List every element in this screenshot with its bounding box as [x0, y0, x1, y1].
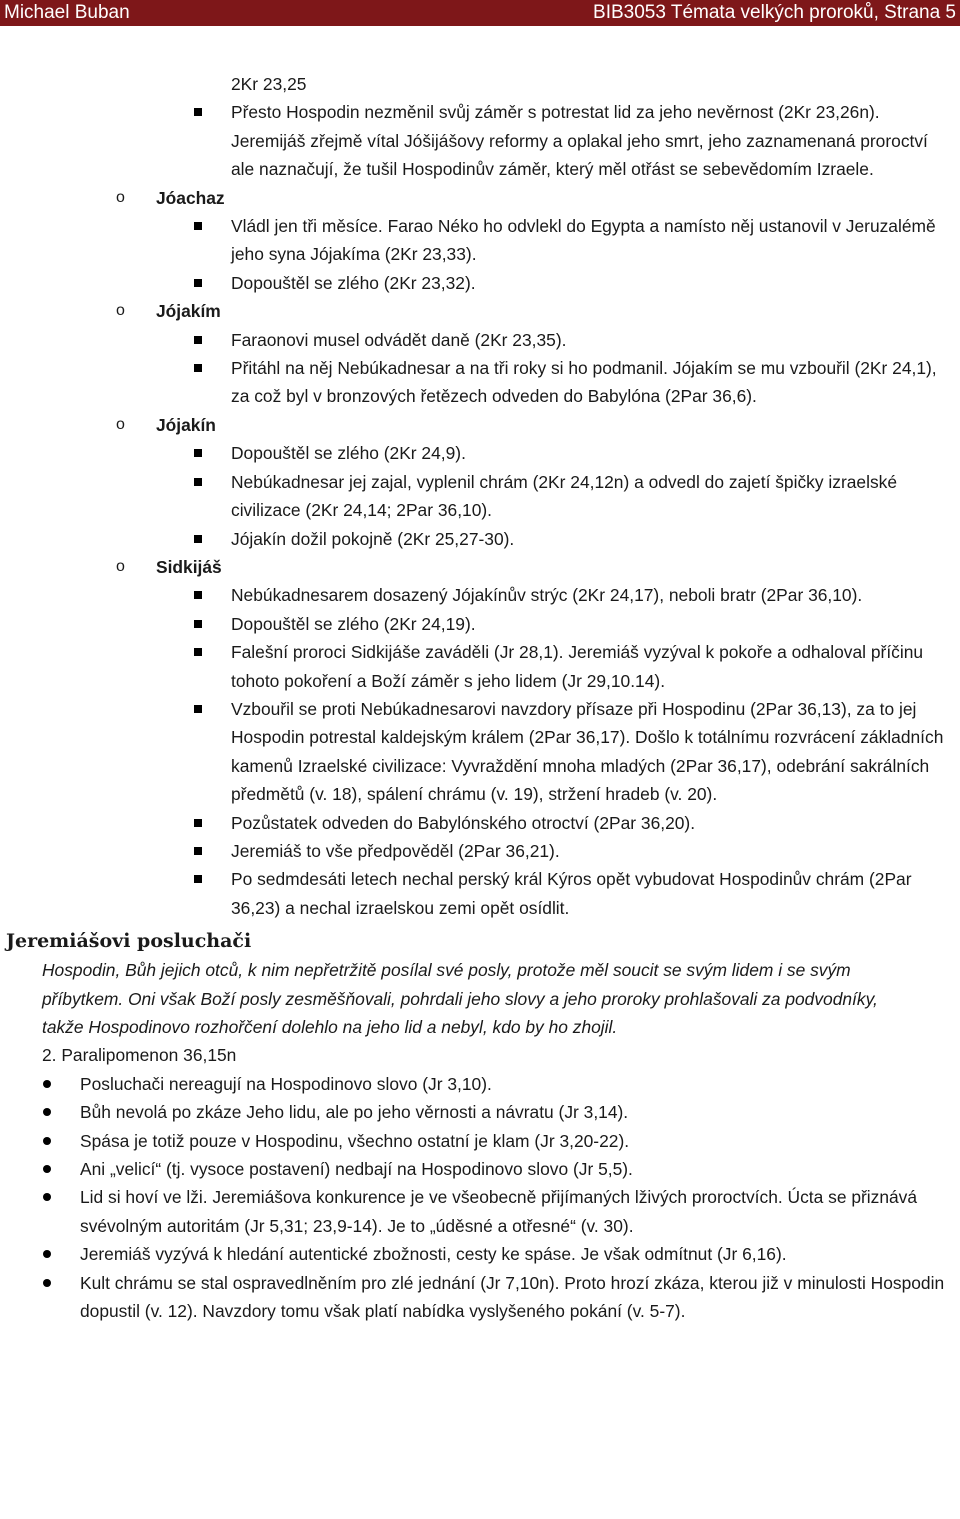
circle-bullet-icon: o: [116, 302, 125, 320]
bible-quote: Hospodin, Bůh jejich otců, k nim nepřetržitě posílal své posly, protože měl soucit se svým lidem i se svým příbytkem. Oni však Boží posly zesměšňovali, pohrdali jeho slovy a jeho proroky prohlašovali za podvodníky, takže Hospodinovo rozhořčení dolehlo na jeho lid a nebyl, kdo by ho zhojil.: [42, 960, 878, 1037]
king-name: Jóachaz: [156, 187, 225, 208]
king-heading-sidkijas: [0, 553, 960, 581]
list-item: Spása je totiž pouze v Hospodinu, všechno ostatní je klam (Jr 3,20-22).: [0, 1127, 960, 1155]
king-item: Po sedmdesáti letech nechal perský král Kýros opět vybudovat Hospodinův chrám (2Par 36,23) a nechal izraelskou zemi opět osídlit.: [0, 865, 960, 922]
king-item: Jeremiáš to vše předpověděl (2Par 36,21).: [0, 837, 960, 865]
king-name: Jójakín: [156, 414, 216, 435]
king-item: Faraonovi musel odvádět daně (2Kr 23,35).: [0, 326, 960, 354]
king-heading-joachaz: [0, 184, 960, 212]
circle-bullet-icon: o: [116, 188, 125, 206]
intro-item: Přesto Hospodin nezměnil svůj záměr s potrestat lid za jeho nevěrnost (2Kr 23,26n). Jeremijáš zřejmě vítal Jóšijášovy reformy a oplakal jeho smrt, jeho zaznamenaná proroctví ale naznačují, že tušil Hospodinův záměr, který měl otřást se sebevědomím Izraele.: [0, 98, 960, 183]
list-item: Kult chrámu se stal ospravedlněním pro zlé jednání (Jr 7,10n). Proto hrozí zkáza, kterou již v minulosti Hospodin dopustil (v. 12). Navzdory tomu však platí nabídka vyslyšeného pokání (v. 5-7).: [0, 1269, 960, 1326]
king-item: Falešní proroci Sidkijáše zaváděli (Jr 28,1). Jeremiáš vyzýval k pokoře a odhaloval příčinu tohoto pokoření a Boží záměr s jeho lidem (Jr 29,10.14).: [0, 638, 960, 695]
king-item: Nebúkadnesar jej zajal, vyplenil chrám (2Kr 24,12n) a odvedl do zajetí špičky izraelské civilizace (2Kr 24,14; 2Par 36,10).: [0, 468, 960, 525]
list-item: Posluchači nereagují na Hospodinovo slovo (Jr 3,10).: [0, 1070, 960, 1098]
list-item: Ani „velicí“ (tj. vysoce postavení) nedbají na Hospodinovo slovo (Jr 5,5).: [0, 1155, 960, 1183]
intro-reference: 2Kr 23,25: [231, 74, 307, 94]
section-title: Jeremiášovi posluchači: [6, 930, 252, 953]
king-item: Přitáhl na něj Nebúkadnesar a na tři roky si ho podmanil. Jójakím se mu vzbouřil (2Kr 24,1), za což byl v bronzových řetězech odveden do Babylóna (2Par 36,6).: [0, 354, 960, 411]
page-header: [0, 0, 960, 26]
king-item: Dopouštěl se zlého (2Kr 23,32).: [0, 269, 960, 297]
list-item: Lid si hoví ve lži. Jeremiášova konkurence je ve všeobecně přijímaných lživých proroctvích. Úcta se přiznává svévolným autoritám (Jr 5,31; 23,9-14). Je to „úděsné a otřesné“ (v. 30).: [0, 1183, 960, 1240]
king-name: Sidkijáš: [156, 556, 222, 577]
king-item: Dopouštěl se zlého (2Kr 24,9).: [0, 439, 960, 467]
king-heading-jojakin: [0, 411, 960, 439]
page-content: [0, 70, 960, 1325]
circle-bullet-icon: o: [116, 557, 125, 575]
king-item: Dopouštěl se zlého (2Kr 24,19).: [0, 610, 960, 638]
king-item: Jójakín dožil pokojně (2Kr 25,27-30).: [0, 525, 960, 553]
king-item: Pozůstatek odveden do Babylónského otroctví (2Par 36,20).: [0, 809, 960, 837]
king-item: Vládl jen tři měsíce. Farao Néko ho odvlekl do Egypta a namísto něj ustanovil v Jeruzalémě jeho syna Jójakíma (2Kr 23,33).: [0, 212, 960, 269]
list-item: Jeremiáš vyzývá k hledání autentické zbožnosti, cesty ke spáse. Je však odmítnut (Jr 6,16).: [0, 1240, 960, 1268]
header-author: Michael Buban: [4, 2, 130, 23]
header-course-page: BIB3053 Témata velkých proroků, Strana 5: [593, 2, 956, 23]
king-item: Nebúkadnesarem dosazený Jójakínův strýc (2Kr 24,17), neboli bratr (2Par 36,10).: [0, 581, 960, 609]
king-name: Jójakím: [156, 301, 221, 322]
quote-reference: 2. Paralipomenon 36,15n: [42, 1045, 237, 1066]
king-item: Vzbouřil se proti Nebúkadnesarovi navzdory přísaze při Hospodinu (2Par 36,13), za to jej Hospodin potrestal kaldejským králem (2Par 36,17). Došlo k totálnímu rozvrácení základních kamenů Izraelské civilizace: Vyvraždění mnoha mladých (2Par 36,17), odebrání sakrálních předmětů (v. 18), spálení chrámu (v. 19), stržení hradeb (v. 20).: [0, 695, 960, 809]
king-heading-jojakim: [0, 297, 960, 325]
circle-bullet-icon: o: [116, 415, 125, 433]
list-item: Bůh nevolá po zkáze Jeho lidu, ale po jeho věrnosti a návratu (Jr 3,14).: [0, 1098, 960, 1126]
